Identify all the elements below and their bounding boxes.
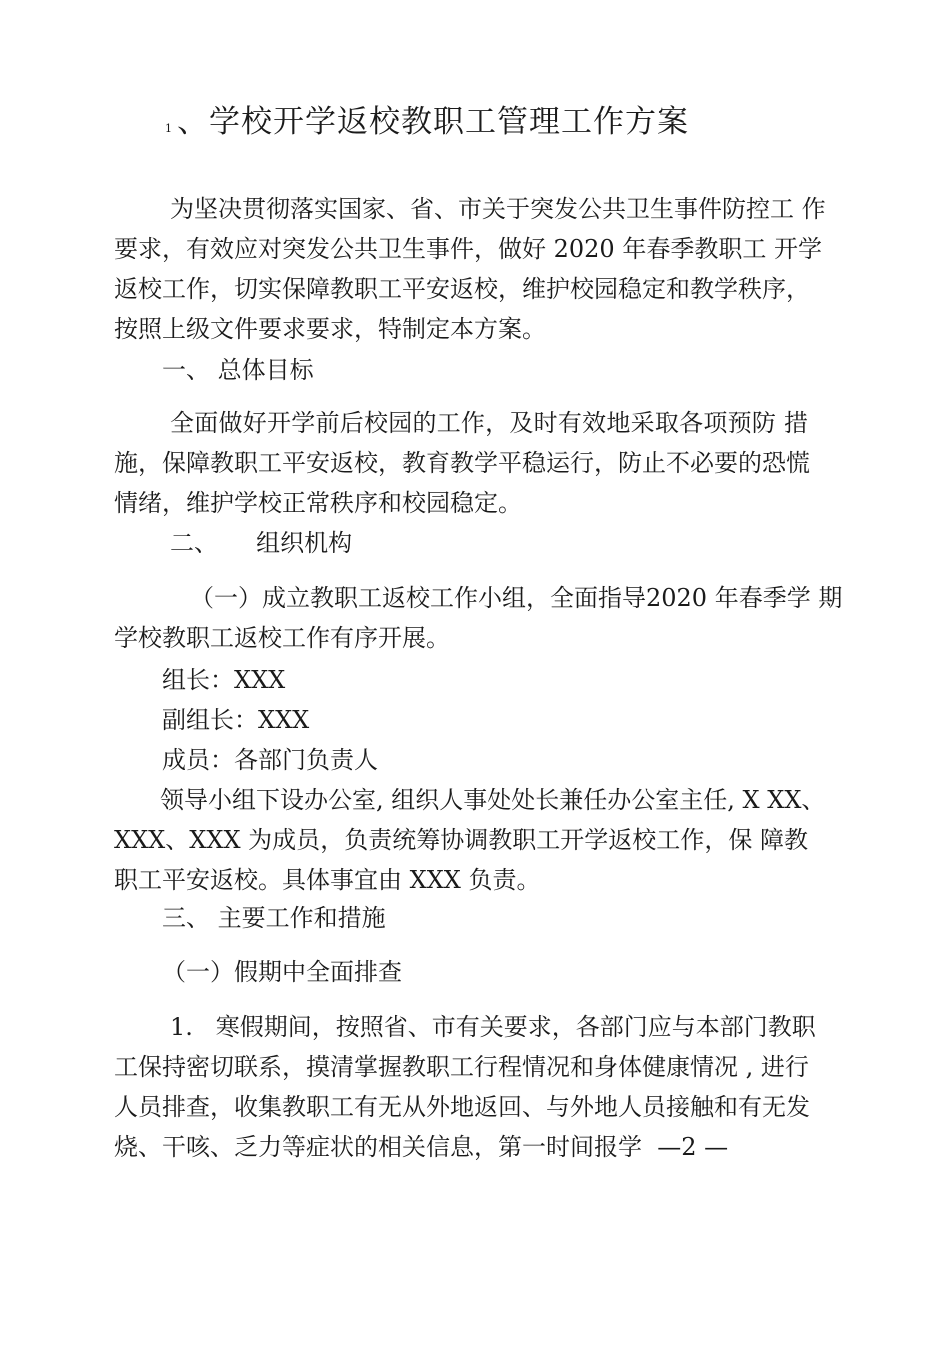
intro-line: 返校工作，切实保障教职工平安返校，维护校园稳定和教学秩序，: [114, 275, 810, 303]
subsection-heading: （一）假期中全面排查: [162, 958, 402, 986]
paragraph-line: 工保持密切联系，摸清掌握教职工行程情况和身体健康情况 , 进行: [114, 1053, 809, 1081]
deputy-line: 副组长：XXX: [162, 706, 310, 734]
paragraph-line: XXX、XXX 为成员，负责统筹协调教职工开学返校工作，保 障教: [114, 826, 808, 854]
members-line: 成员：各部门负责人: [162, 746, 378, 774]
section-heading: 三、 主要工作和措施: [162, 904, 386, 932]
intro-line: 为坚决贯彻落实国家、省、市关于突发公共卫生事件防控工 作: [170, 195, 826, 223]
title-text: 、学校开学返校教职工管理工作方案: [177, 104, 689, 140]
paragraph-line: 施，保障教职工平安返校，教育教学平稳运行，防止不必要的恐慌: [114, 449, 810, 477]
paragraph-line: 全面做好开学前后校园的工作，及时有效地采取各项预防 措: [170, 409, 808, 437]
intro-line: 要求，有效应对突发公共卫生事件，做好 2020 年春季教职工 开学: [114, 235, 822, 263]
paragraph-line: 1. 寒假期间，按照省、市有关要求，各部门应与本部门教职: [170, 1013, 816, 1041]
paragraph-line: 领导小组下设办公室, 组织人事处处长兼任办公室主任, X XX、: [160, 786, 826, 814]
paragraph-line: 学校教职工返校工作有序开展。: [114, 624, 450, 652]
document-title: [165, 96, 689, 141]
paragraph-line: （一）成立教职工返校工作小组，全面指导2020 年春季学 期: [190, 584, 843, 612]
intro-line: 按照上级文件要求要求，特制定本方案。: [114, 315, 546, 343]
section-heading: 二、 组织机构: [170, 529, 353, 557]
paragraph-line: 人员排查，收集教职工有无从外地返回、与外地人员接触和有无发: [114, 1093, 810, 1121]
leader-line: 组长：XXX: [162, 666, 286, 694]
paragraph-line: 职工平安返校。具体事宜由 XXX 负责。: [114, 866, 541, 894]
paragraph-line: 烧、干咳、乏力等症状的相关信息，第一时间报学 —2 —: [114, 1133, 729, 1161]
title-number: 1: [165, 122, 173, 135]
section-heading: 一、 总体目标: [162, 356, 314, 384]
paragraph-line: 情绪，维护学校正常秩序和校园稳定。: [114, 489, 522, 517]
